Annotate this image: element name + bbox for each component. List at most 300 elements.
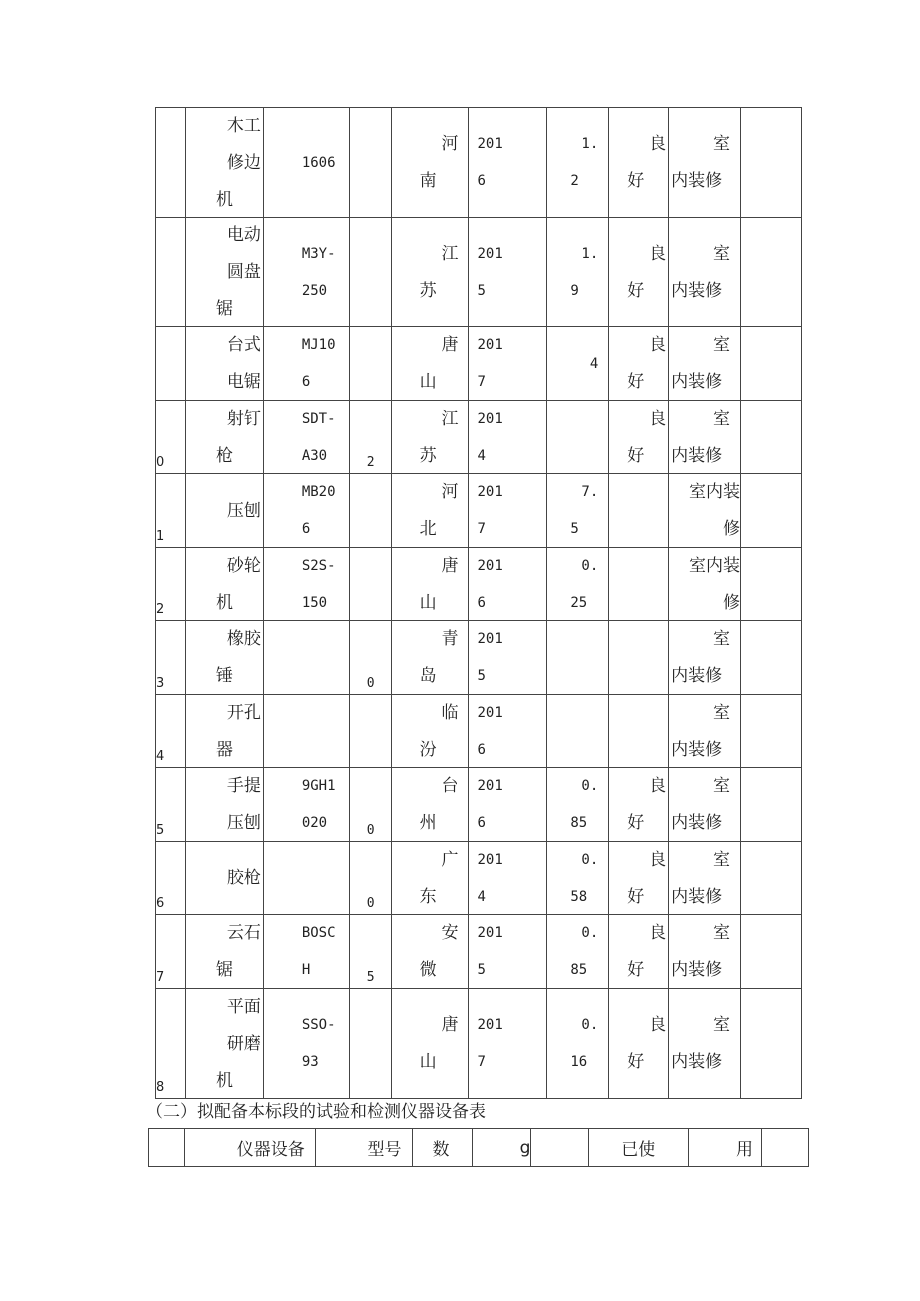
use-text: 内装修	[671, 813, 723, 833]
table-cell	[741, 108, 802, 218]
origin-text: 山	[419, 1052, 437, 1072]
year-text: 6	[477, 742, 486, 758]
name-text: 木工	[226, 116, 261, 136]
use-text: 内装修	[671, 446, 723, 466]
table-cell	[156, 108, 186, 218]
table-cell	[156, 989, 186, 1099]
table-cell	[669, 768, 741, 842]
table-cell	[741, 768, 802, 842]
use-text: 室	[713, 703, 731, 723]
table-cell	[391, 621, 469, 695]
condition-text: 好	[627, 281, 645, 301]
table-cell	[547, 621, 609, 695]
name-text: 枪	[215, 446, 233, 466]
table-cell	[609, 989, 669, 1099]
table-cell	[185, 474, 263, 548]
table-cell	[185, 989, 263, 1099]
instrument-header-cell	[149, 1129, 185, 1167]
power-text: 0.	[581, 1017, 599, 1033]
condition-text: 好	[627, 372, 645, 392]
table-cell	[263, 695, 349, 768]
table-cell	[263, 989, 349, 1099]
table-cell	[185, 401, 263, 474]
table-cell	[669, 989, 741, 1099]
use-text: 室	[713, 134, 731, 154]
name-text: 机	[215, 593, 233, 613]
name-text: 开孔	[226, 703, 261, 723]
table-cell	[156, 548, 186, 621]
table-cell	[609, 842, 669, 915]
table-cell	[609, 915, 669, 989]
origin-text: 山	[419, 372, 437, 392]
section-title: （二）拟配备本标段的试验和检测仪器设备表	[146, 1102, 486, 1122]
model-text: 6	[301, 374, 311, 390]
power-text: 1.	[581, 136, 599, 152]
table-cell	[609, 108, 669, 218]
power-text: 0.	[581, 558, 599, 574]
origin-text: 苏	[419, 446, 437, 466]
table-cell	[669, 218, 741, 327]
table-cell	[547, 474, 609, 548]
use-text: 室	[713, 923, 731, 943]
origin-text: 唐	[441, 335, 459, 355]
table-row	[156, 401, 802, 474]
name-text: 研磨	[226, 1034, 261, 1054]
use-text: 内装修	[671, 171, 723, 191]
table-cell	[185, 218, 263, 327]
quantity-value: 0	[366, 676, 375, 691]
table-row	[156, 915, 802, 989]
table-cell	[156, 768, 186, 842]
origin-text: 安	[441, 923, 459, 943]
year-text: 201	[477, 1017, 503, 1033]
origin-text: 临	[441, 703, 459, 723]
table-cell	[349, 218, 391, 327]
table-cell	[547, 768, 609, 842]
table-cell	[156, 474, 186, 548]
year-text: 201	[477, 925, 503, 941]
condition-text: 好	[627, 171, 645, 191]
table-cell	[669, 915, 741, 989]
power-text: 0.	[581, 852, 599, 868]
table-cell	[391, 327, 469, 401]
table-cell	[547, 108, 609, 218]
model-text: BOSC	[301, 925, 336, 941]
model-text: 6	[301, 521, 311, 537]
power-text: 16	[570, 1054, 588, 1070]
table-cell	[469, 842, 547, 915]
power-text: 25	[570, 595, 588, 611]
name-text: 砂轮	[226, 556, 261, 576]
use-text: 内装修	[671, 281, 723, 301]
use-text: 室	[713, 776, 731, 796]
use-text: 室	[713, 850, 731, 870]
origin-text: 江	[441, 244, 459, 264]
condition-text: 良	[649, 335, 667, 355]
table-cell	[391, 474, 469, 548]
power-text: 7.	[581, 484, 599, 500]
year-text: 201	[477, 705, 503, 721]
year-text: 5	[477, 668, 486, 684]
model-text: MJ10	[301, 337, 336, 353]
year-text: 201	[477, 778, 503, 794]
table-cell	[349, 548, 391, 621]
use-text: 室	[713, 409, 731, 429]
use-text: 室	[713, 629, 731, 649]
use-text: 内装修	[671, 740, 723, 760]
origin-text: 广	[441, 850, 459, 870]
table-cell	[263, 108, 349, 218]
use-text: 室	[713, 1015, 731, 1035]
table-cell	[741, 915, 802, 989]
table-row	[156, 842, 802, 915]
instrument-header-cell: g	[472, 1129, 531, 1167]
use-text: 内装修	[671, 960, 723, 980]
origin-text: 唐	[441, 1015, 459, 1035]
quantity-value: 2	[366, 455, 375, 470]
instrument-header-cell	[762, 1129, 809, 1167]
instrument-header-cell: 已使	[589, 1129, 689, 1167]
table-cell	[469, 768, 547, 842]
table-cell	[741, 327, 802, 401]
condition-text: 好	[627, 813, 645, 833]
origin-text: 汾	[419, 740, 437, 760]
row-index: 6	[156, 896, 165, 911]
quantity-value: 0	[366, 896, 375, 911]
year-text: 4	[477, 889, 486, 905]
table-cell	[391, 218, 469, 327]
instrument-header-cell: 型号	[315, 1129, 412, 1167]
condition-text: 好	[627, 887, 645, 907]
table-cell	[469, 218, 547, 327]
year-text: 5	[477, 962, 486, 978]
table-cell	[547, 548, 609, 621]
name-text: 锤	[215, 666, 233, 686]
model-text: M3Y-	[301, 246, 336, 262]
table-cell	[669, 108, 741, 218]
row-index: 7	[156, 970, 165, 985]
table-cell	[185, 842, 263, 915]
name-text: 机	[215, 1071, 233, 1091]
table-cell	[669, 842, 741, 915]
name-text: 压刨	[226, 813, 261, 833]
table-cell	[391, 989, 469, 1099]
row-index: 4	[156, 749, 165, 764]
origin-text: 唐	[441, 556, 459, 576]
table-cell	[609, 768, 669, 842]
table-cell	[741, 695, 802, 768]
table-cell	[349, 621, 391, 695]
instrument-header-cell: 数	[412, 1129, 472, 1167]
year-text: 6	[477, 815, 486, 831]
row-index: 2	[156, 602, 165, 617]
name-text: 射钉	[226, 409, 261, 429]
name-text: 橡胶	[226, 629, 261, 649]
table-cell	[349, 108, 391, 218]
table-cell	[609, 327, 669, 401]
condition-text: 好	[627, 1052, 645, 1072]
use-text: 内装修	[671, 887, 723, 907]
table-cell	[669, 327, 741, 401]
table-cell	[547, 401, 609, 474]
table-cell	[469, 108, 547, 218]
table-cell	[185, 915, 263, 989]
table-cell	[349, 989, 391, 1099]
name-text: 电锯	[226, 372, 261, 392]
table-cell	[156, 327, 186, 401]
year-text: 201	[477, 337, 503, 353]
table-cell	[263, 474, 349, 548]
use-text: 内装修	[671, 372, 723, 392]
origin-text: 河	[441, 482, 459, 502]
instrument-header-row	[149, 1129, 809, 1167]
model-text: 150	[301, 595, 328, 611]
table-cell	[609, 218, 669, 327]
table-cell	[185, 768, 263, 842]
year-text: 7	[477, 1054, 486, 1070]
model-text: 250	[301, 283, 328, 299]
row-index: 1	[156, 529, 165, 544]
power-text: 85	[570, 962, 588, 978]
table-row	[156, 548, 802, 621]
table-cell	[263, 218, 349, 327]
origin-text: 河	[441, 134, 459, 154]
power-text: 85	[570, 815, 588, 831]
table-cell	[669, 548, 741, 621]
table-cell	[609, 474, 669, 548]
year-text: 201	[477, 246, 503, 262]
table-cell	[185, 108, 263, 218]
table-cell	[741, 218, 802, 327]
condition-text: 良	[649, 1015, 667, 1035]
table-cell	[547, 915, 609, 989]
name-text: 电动	[226, 225, 261, 245]
year-text: 201	[477, 411, 503, 427]
condition-text: 良	[649, 244, 667, 264]
condition-text: 良	[649, 776, 667, 796]
table-cell	[391, 108, 469, 218]
name-text: 锯	[215, 960, 233, 980]
table-cell	[185, 548, 263, 621]
year-text: 6	[477, 595, 486, 611]
use-text: 室内装	[689, 556, 741, 576]
table-cell	[469, 695, 547, 768]
year-text: 7	[477, 521, 486, 537]
table-cell	[185, 695, 263, 768]
use-text: 室	[713, 244, 731, 264]
origin-text: 州	[419, 813, 437, 833]
name-text: 修边	[226, 153, 261, 173]
table-cell	[609, 548, 669, 621]
table-cell	[391, 915, 469, 989]
name-text: 平面	[226, 997, 261, 1017]
condition-text: 良	[649, 850, 667, 870]
instrument-header-cell: 仪器设备	[184, 1129, 315, 1167]
condition-text: 好	[627, 446, 645, 466]
name-text: 压刨	[226, 501, 261, 521]
model-text: SSO-	[301, 1017, 336, 1033]
table-cell	[669, 401, 741, 474]
table-cell	[609, 401, 669, 474]
table-row	[156, 989, 802, 1099]
table-cell	[156, 842, 186, 915]
condition-text: 良	[649, 923, 667, 943]
condition-text: 好	[627, 960, 645, 980]
table-row	[156, 768, 802, 842]
year-text: 201	[477, 484, 503, 500]
origin-text: 山	[419, 593, 437, 613]
model-text: MB20	[301, 484, 336, 500]
table-row	[156, 474, 802, 548]
table-cell	[349, 842, 391, 915]
condition-text: 良	[649, 409, 667, 429]
origin-text: 苏	[419, 281, 437, 301]
table-cell	[185, 327, 263, 401]
quantity-value: 5	[366, 970, 375, 985]
table-cell	[741, 401, 802, 474]
model-text: 1606	[301, 155, 336, 171]
equipment-table	[155, 107, 802, 1099]
use-text: 修	[723, 519, 741, 539]
table-cell	[263, 621, 349, 695]
table-cell	[609, 621, 669, 695]
quantity-value: 0	[366, 823, 375, 838]
table-cell	[469, 327, 547, 401]
power-text: 5	[570, 521, 579, 537]
table-cell	[741, 548, 802, 621]
use-text: 内装修	[671, 1052, 723, 1072]
model-text: S2S-	[301, 558, 336, 574]
table-row	[156, 218, 802, 327]
power-text: 4	[589, 356, 599, 372]
name-text: 手提	[226, 776, 261, 796]
table-cell	[609, 695, 669, 768]
table-cell	[669, 474, 741, 548]
table-cell	[391, 842, 469, 915]
table-cell	[741, 842, 802, 915]
model-text: SDT-	[301, 411, 336, 427]
origin-text: 青	[441, 629, 459, 649]
row-index: 0	[156, 455, 165, 470]
table-cell	[349, 327, 391, 401]
row-index: 3	[156, 676, 165, 691]
power-text: 0.	[581, 925, 599, 941]
origin-text: 江	[441, 409, 459, 429]
origin-text: 台	[441, 776, 459, 796]
table-cell	[349, 695, 391, 768]
table-cell	[156, 915, 186, 989]
table-cell	[547, 989, 609, 1099]
table-cell	[391, 401, 469, 474]
table-cell	[469, 989, 547, 1099]
row-index: 5	[156, 823, 165, 838]
table-cell	[156, 695, 186, 768]
origin-text: 南	[419, 171, 437, 191]
instrument-header-cell: 用	[689, 1129, 762, 1167]
origin-text: 微	[419, 960, 437, 980]
table-cell	[741, 474, 802, 548]
name-text: 云石	[226, 923, 261, 943]
year-text: 201	[477, 558, 503, 574]
table-cell	[547, 327, 609, 401]
year-text: 4	[477, 448, 486, 464]
table-row	[156, 108, 802, 218]
name-text: 锯	[215, 299, 233, 319]
table-cell	[547, 842, 609, 915]
use-text: 室内装	[689, 482, 741, 502]
table-cell	[263, 842, 349, 915]
table-row	[156, 621, 802, 695]
table-cell	[469, 621, 547, 695]
table-cell	[391, 695, 469, 768]
table-cell	[469, 474, 547, 548]
table-cell	[669, 621, 741, 695]
year-text: 201	[477, 852, 503, 868]
instrument-table	[148, 1128, 809, 1167]
model-text: 020	[301, 815, 328, 831]
use-text: 室	[713, 335, 731, 355]
table-row	[156, 695, 802, 768]
year-text: 6	[477, 173, 486, 189]
table-cell	[263, 915, 349, 989]
table-cell	[547, 695, 609, 768]
table-cell	[469, 401, 547, 474]
table-cell	[156, 621, 186, 695]
name-text: 台式	[226, 335, 261, 355]
origin-text: 北	[419, 519, 437, 539]
power-text: 9	[570, 283, 579, 299]
use-text: 内装修	[671, 666, 723, 686]
table-cell	[185, 621, 263, 695]
table-cell	[263, 548, 349, 621]
use-text: 修	[723, 593, 741, 613]
table-cell	[263, 768, 349, 842]
origin-text: 东	[419, 887, 437, 907]
model-text: 9GH1	[301, 778, 336, 794]
table-cell	[741, 989, 802, 1099]
table-cell	[349, 474, 391, 548]
table-cell	[391, 548, 469, 621]
power-text: 2	[570, 173, 579, 189]
table-cell	[547, 218, 609, 327]
table-cell	[349, 768, 391, 842]
year-text: 201	[477, 136, 503, 152]
power-text: 58	[570, 889, 588, 905]
row-index: 8	[156, 1080, 165, 1095]
power-text: 1.	[581, 246, 599, 262]
model-text: A30	[301, 448, 328, 464]
table-cell	[156, 401, 186, 474]
instrument-header-cell	[531, 1129, 589, 1167]
year-text: 7	[477, 374, 486, 390]
year-text: 5	[477, 283, 486, 299]
name-text: 胶枪	[226, 868, 261, 888]
condition-text: 良	[649, 134, 667, 154]
year-text: 201	[477, 631, 503, 647]
name-text: 机	[215, 190, 233, 210]
model-text: H	[301, 962, 311, 978]
name-text: 器	[215, 740, 233, 760]
name-text: 圆盘	[226, 262, 261, 282]
table-cell	[741, 621, 802, 695]
origin-text: 岛	[419, 666, 437, 686]
table-cell	[669, 695, 741, 768]
table-cell	[263, 401, 349, 474]
table-cell	[391, 768, 469, 842]
table-cell	[349, 401, 391, 474]
table-cell	[156, 218, 186, 327]
model-text: 93	[301, 1054, 319, 1070]
